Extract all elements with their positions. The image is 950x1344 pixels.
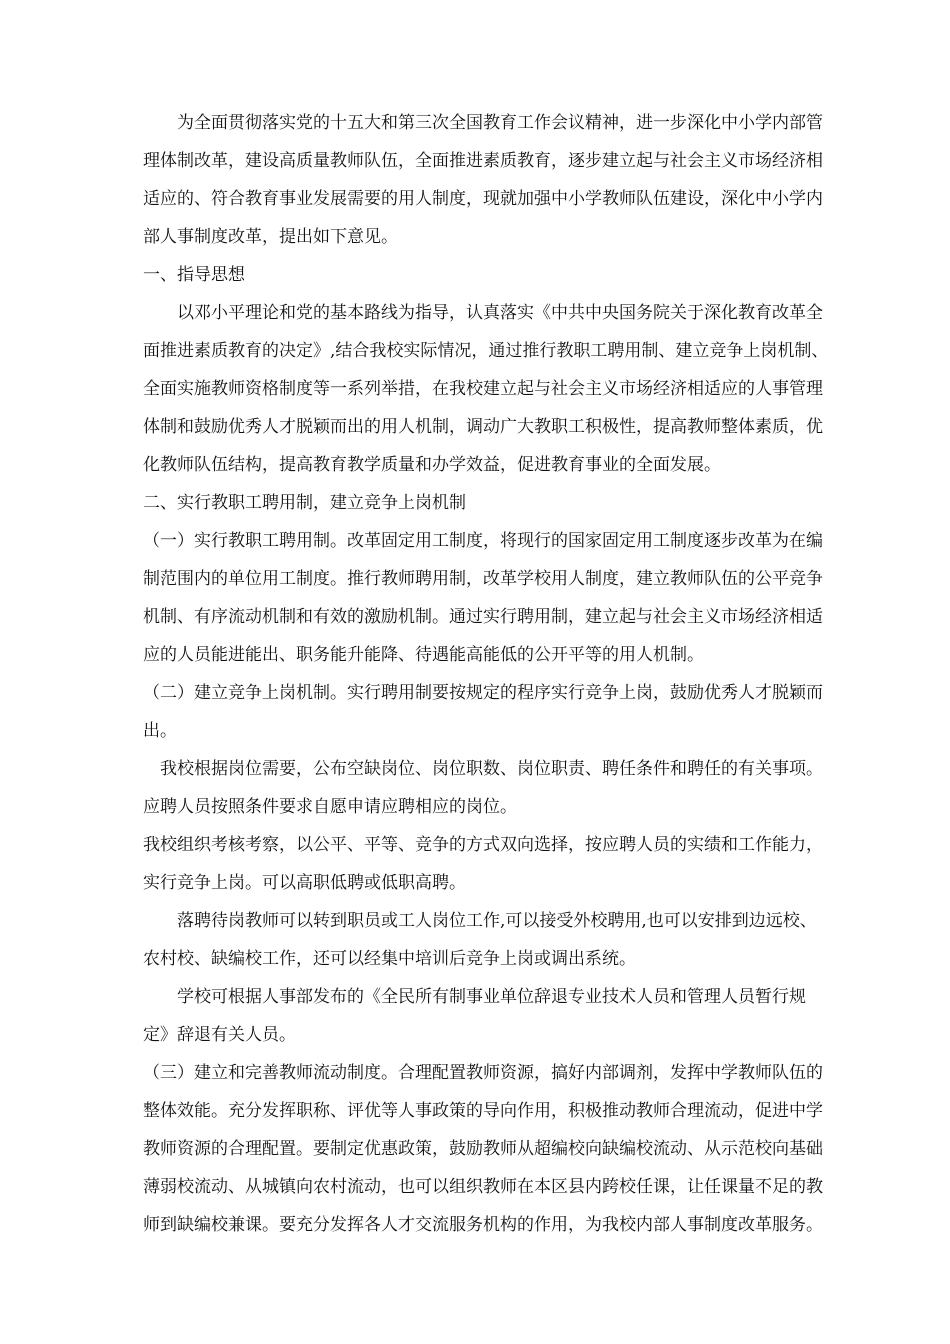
section-heading-guiding-thought: 一、指导思想 — [143, 265, 245, 285]
unassigned-teachers-paragraph — [143, 911, 817, 969]
item-2-paragraph — [143, 683, 823, 741]
section-heading-employment: 二、实行教职工聘用制，建立竞争上岗机制 — [143, 493, 466, 513]
paragraph-line: 出。 — [143, 721, 177, 741]
posts-paragraph — [143, 759, 823, 817]
paragraph-line: 整体效能。充分发挥职称、评优等人事政策的导向作用，积极推动教师合理流动，促进中学 — [143, 1101, 823, 1121]
paragraph-line: 机制、有序流动机制和有效的激励机制。通过实行聘用制，建立起与社会主义市场经济相适 — [143, 607, 823, 627]
paragraph-line: 理体制改革，建设高质量教师队伍，全面推进素质教育，逐步建立起与社会主义市场经济相 — [143, 151, 823, 171]
paragraph-line: 学校可根据人事部发布的《全民所有制事业单位辞退专业技术人员和管理人员暂行规 — [177, 987, 806, 1007]
paragraph-line: 全面实施教师资格制度等一系列举措，在我校建立起与社会主义市场经济相适应的人事管理 — [143, 379, 823, 399]
paragraph-line: 师到缺编校兼课。要充分发挥各人才交流服务机构的作用，为我校内部人事制度改革服务。 — [143, 1215, 823, 1235]
paragraph-line: （三）建立和完善教师流动制度。合理配置教师资源，搞好内部调剂，发挥中学教师队伍的 — [143, 1063, 823, 1083]
guiding-thought-paragraph — [143, 303, 829, 475]
paragraph-line: 农村校、缺编校工作，还可以经集中培训后竞争上岗或调出系统。 — [143, 949, 636, 969]
paragraph-line: 落聘待岗教师可以转到职员或工人岗位工作,可以接受外校聘用,也可以安排到边远校、 — [177, 911, 817, 931]
paragraph-line: （一）实行教职工聘用制。改革固定用工制度，将现行的国家固定用工制度逐步改革为在编 — [143, 531, 823, 551]
paragraph-line: 制范围内的单位用工制度。推行教师聘用制，改革学校用人制度，建立教师队伍的公平竞争 — [143, 569, 823, 589]
assessment-paragraph — [143, 835, 823, 893]
item-1-paragraph — [143, 531, 823, 665]
paragraph-line: 为全面贯彻落实党的十五大和第三次全国教育工作会议精神，进一步深化中小学内部管 — [177, 113, 823, 133]
paragraph-line: （二）建立竞争上岗机制。实行聘用制要按规定的程序实行竞争上岗，鼓励优秀人才脱颖而 — [143, 683, 823, 703]
paragraph-line: 体制和鼓励优秀人才脱颖而出的用人机制，调动广大教职工积极性，提高教师整体素质，优 — [143, 417, 823, 437]
paragraph-line: 我校根据岗位需要，公布空缺岗位、岗位职数、岗位职责、聘任条件和聘任的有关事项。 — [160, 759, 823, 779]
paragraph-line: 实行竞争上岗。可以高职低聘或低职高聘。 — [143, 873, 466, 893]
dismissal-paragraph — [143, 988, 809, 1045]
document-body — [143, 113, 829, 1254]
paragraph-line: 薄弱校流动、从城镇向农村流动，也可以组织教师在本区县内跨校任课，让任课量不足的教 — [143, 1177, 823, 1197]
paragraph-line: 应的人员能进能出、职务能升能降、待遇能高能低的公开平等的用人机制。 — [143, 645, 704, 665]
paragraph-line: 面推进素质教育的决定》,结合我校实际情况，通过推行教职工聘用制、建立竞争上岗机制、 — [143, 341, 829, 361]
paragraph-line: 以邓小平理论和党的基本路线为指导，认真落实《中共中央国务院关于深化教育改革全 — [177, 303, 823, 323]
item-3-paragraph — [143, 1063, 823, 1235]
paragraph-line: 应聘人员按照条件要求自愿申请应聘相应的岗位。 — [143, 797, 517, 817]
paragraph-line: 适应的、符合教育事业发展需要的用人制度，现就加强中小学教师队伍建设，深化中小学内 — [143, 189, 823, 209]
paragraph-line: 化教师队伍结构，提高教育教学质量和办学效益，促进教育事业的全面发展。 — [143, 455, 721, 475]
paragraph-line: 教师资源的合理配置。要制定优惠政策，鼓励教师从超编校向缺编校流动、从示范校向基础 — [143, 1139, 823, 1159]
paragraph-line: 部人事制度改革，提出如下意见。 — [143, 227, 398, 247]
paragraph-line: 我校组织考核考察，以公平、平等、竞争的方式双向选择，按应聘人员的实绩和工作能力， — [143, 835, 823, 855]
intro-paragraph — [143, 113, 823, 247]
paragraph-line: 定》辞退有关人员。 — [143, 1025, 296, 1045]
